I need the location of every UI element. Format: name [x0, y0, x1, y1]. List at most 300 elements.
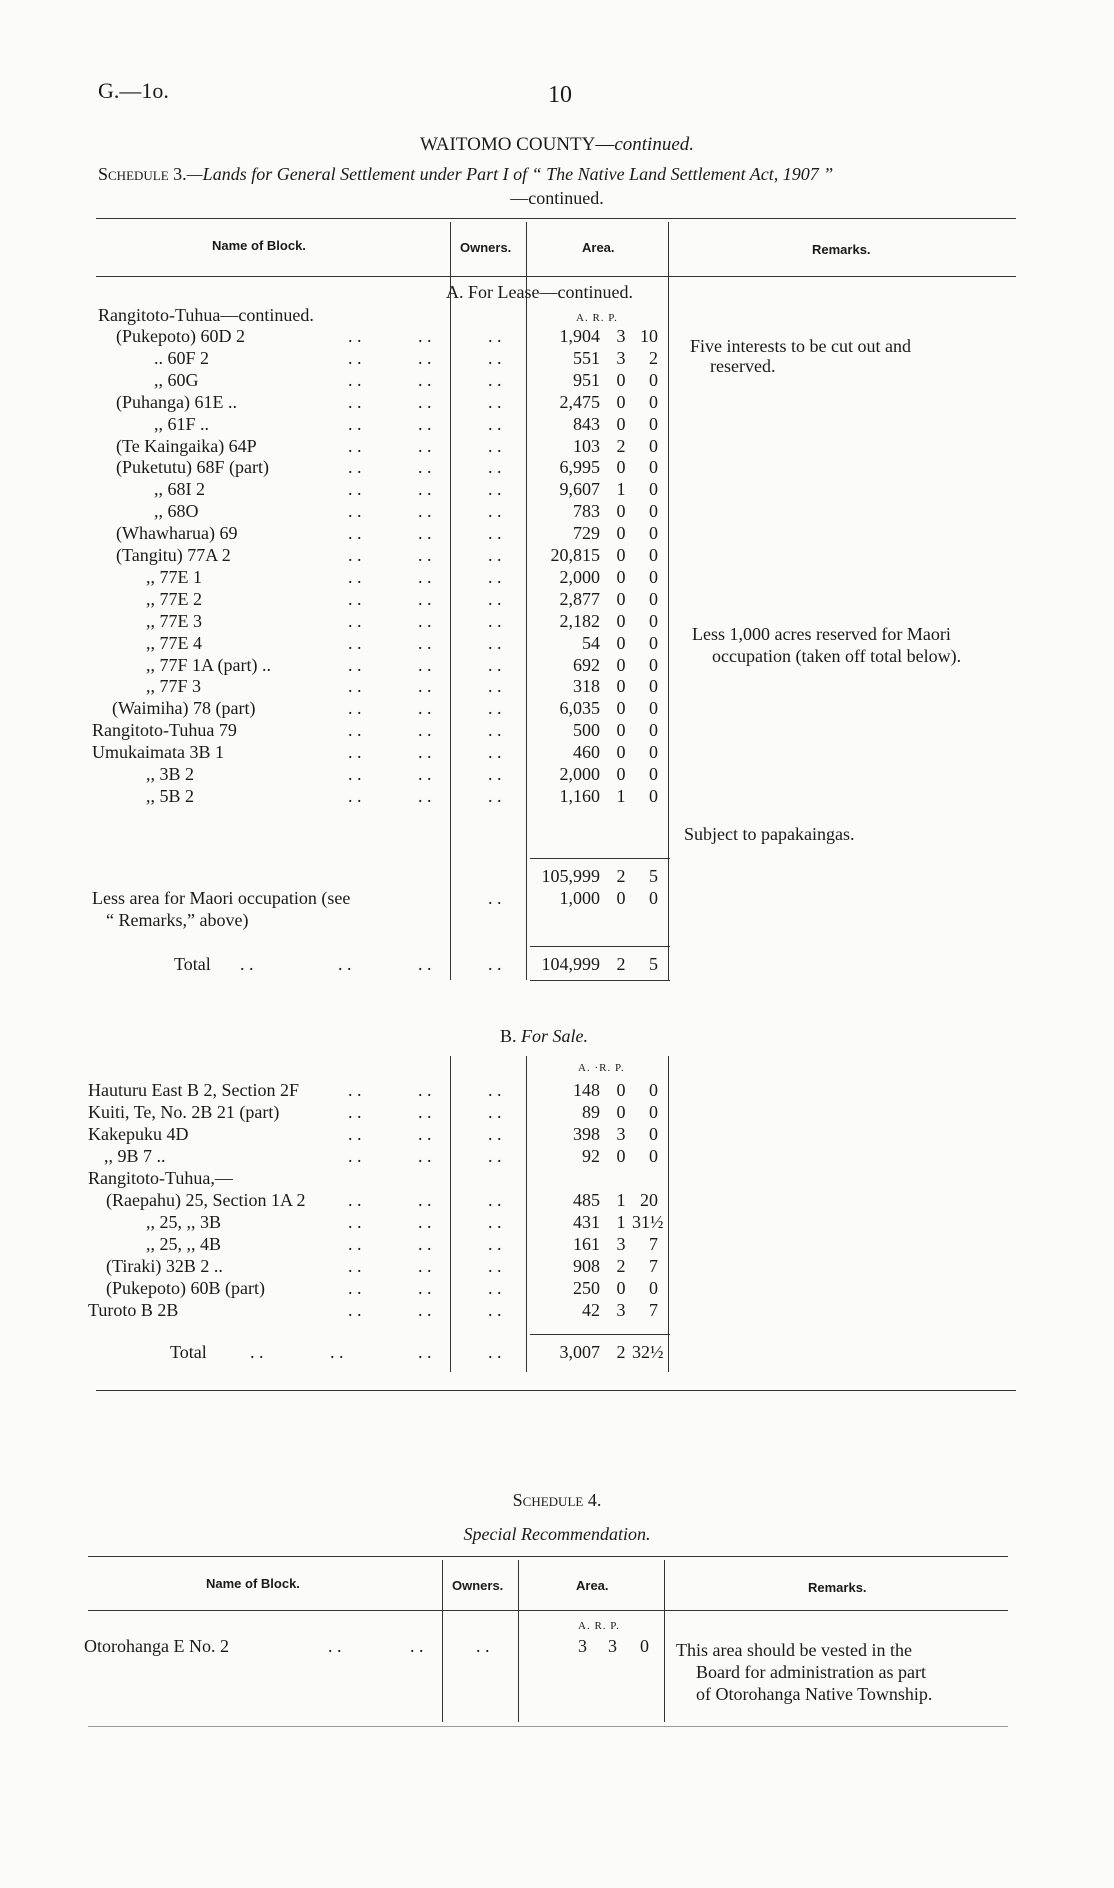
- leader-dots: . .: [418, 588, 432, 609]
- block-name: ,, 60G: [154, 369, 199, 390]
- perches-cell: 0: [649, 698, 658, 719]
- table-row: [0, 1278, 1114, 1300]
- less-label: Less area for Maori occupation (see: [92, 888, 351, 908]
- perches-cell: 0: [649, 632, 658, 653]
- table-row: [0, 1234, 1114, 1256]
- leader-dots: . .: [348, 698, 362, 719]
- roods-cell: 3: [616, 1234, 626, 1254]
- roods-cell: 0: [616, 610, 626, 631]
- leader-dots: . .: [488, 742, 502, 763]
- roods-cell: 0: [616, 764, 626, 784]
- block-name: (Puketutu) 68F (part): [116, 457, 269, 478]
- roods-cell: 0: [616, 369, 626, 390]
- total-label-a: Total: [174, 954, 211, 974]
- table-row: [0, 545, 1114, 567]
- perches-cell: 7: [649, 1234, 658, 1254]
- table-row: [0, 698, 1114, 720]
- block-name: ,, 3B 2: [146, 764, 195, 784]
- roods-cell: 1: [616, 1212, 626, 1232]
- column-header-remarks: Remarks.: [812, 242, 871, 257]
- leader-dots: . .: [348, 785, 362, 806]
- county-continued: continued.: [614, 134, 695, 155]
- table-top-rule: [96, 218, 1016, 219]
- table-row: [0, 1256, 1114, 1278]
- perches-cell: 0: [649, 785, 658, 806]
- table-row: [0, 720, 1114, 742]
- leader-dots: . .: [410, 1636, 424, 1656]
- section-a-heading: A. For Lease—continued.: [446, 282, 633, 302]
- acres-cell: 6,995: [559, 457, 600, 478]
- block-name: ,, 77E 3: [146, 610, 202, 631]
- total-rule: [530, 946, 670, 947]
- remark-papakaingas: Subject to papakaingas.: [684, 824, 855, 844]
- roods-cell: 0: [616, 566, 626, 587]
- block-name: ,, 61F ..: [154, 413, 210, 434]
- table-row: [0, 457, 1114, 479]
- roods-cell: 0: [616, 457, 626, 478]
- column-header-owners: Owners.: [460, 240, 512, 255]
- acres-cell: 6,035: [559, 698, 600, 719]
- leader-dots: . .: [488, 764, 502, 784]
- leader-dots: . .: [330, 1342, 344, 1362]
- leader-dots: . .: [488, 501, 502, 522]
- leader-dots: . .: [488, 1080, 502, 1100]
- leader-dots: . .: [348, 1256, 362, 1276]
- leader-dots: . .: [418, 1212, 432, 1232]
- page-number: 10: [548, 82, 572, 108]
- group-label-rangitoto: Rangitoto-Tuhua—continued.: [98, 305, 314, 325]
- perches-cell: 0: [649, 1102, 658, 1122]
- perches-cell: 0: [649, 1124, 658, 1144]
- perches-cell: 7: [649, 1300, 658, 1320]
- leader-dots: . .: [488, 632, 502, 653]
- leader-dots: . .: [418, 676, 432, 697]
- block-name: ,, 5B 2: [146, 785, 195, 806]
- leader-dots: . .: [348, 1124, 362, 1144]
- table-row: [0, 392, 1114, 414]
- total-roods-b: 2: [616, 1342, 626, 1362]
- table-row: [0, 479, 1114, 501]
- schedule4-remark-line1: This area should be vested in the: [676, 1640, 912, 1660]
- perches-cell: 0: [649, 610, 658, 631]
- less-label-cont: “ Remarks,” above): [106, 910, 249, 930]
- table-row: [0, 567, 1114, 589]
- perches-cell: 0: [649, 457, 658, 478]
- acres-cell: 500: [573, 720, 600, 741]
- leader-dots: . .: [488, 1256, 502, 1276]
- acres-cell: 729: [573, 523, 600, 544]
- remark-maori-occupation: occupation (taken off total below).: [712, 646, 962, 666]
- leader-dots: . .: [418, 742, 432, 763]
- area-units-header-b: A. ·R. P.: [578, 1062, 625, 1074]
- table-row: [0, 1080, 1114, 1102]
- leader-dots: . .: [418, 479, 432, 500]
- total-acres-a: 104,999: [541, 954, 600, 974]
- subtotal-acres: 105,999: [541, 866, 600, 886]
- total-rule-b: [530, 1334, 670, 1335]
- leader-dots: . .: [348, 457, 362, 478]
- roods-cell: 0: [616, 742, 626, 763]
- county-name: WAITOMO COUNTY—: [419, 134, 615, 155]
- leader-dots: . .: [488, 391, 502, 412]
- leader-dots: . .: [348, 347, 362, 368]
- acres-cell: 460: [573, 742, 600, 763]
- table-row: [0, 1124, 1114, 1146]
- block-name: Turoto B 2B: [88, 1300, 179, 1320]
- table-row: [0, 1190, 1114, 1212]
- leader-dots: . .: [348, 501, 362, 522]
- perches-cell: 0: [649, 676, 658, 697]
- perches-cell: 0: [649, 391, 658, 412]
- county-heading: [0, 134, 1114, 156]
- schedule3-label: Schedule 3.: [98, 164, 187, 184]
- block-name: Umukaimata 3B 1: [92, 742, 224, 763]
- subtotal-perches: 5: [649, 866, 658, 886]
- perches-cell: 0: [649, 742, 658, 763]
- acres-cell: 103: [573, 435, 600, 456]
- table-row: [0, 348, 1114, 370]
- schedule4-label: Schedule 4.: [512, 1490, 602, 1510]
- acres-cell: 9,607: [559, 479, 600, 500]
- table-row: [0, 1300, 1114, 1322]
- leader-dots: . .: [418, 954, 432, 974]
- leader-dots: . .: [488, 888, 502, 908]
- table-row: [0, 326, 1114, 348]
- table-row: [0, 742, 1114, 764]
- block-name: .. 60F 2: [154, 347, 210, 368]
- remark-less-1000: Less 1,000 acres reserved for Maori: [692, 624, 951, 644]
- roods-cell: 0: [616, 720, 626, 741]
- block-name: Kuiti, Te, No. 2B 21 (part): [88, 1102, 280, 1122]
- roods-cell: 0: [616, 588, 626, 609]
- leader-dots: . .: [418, 435, 432, 456]
- block-name: Hauturu East B 2, Section 2F: [88, 1080, 299, 1100]
- leader-dots: . .: [348, 566, 362, 587]
- leader-dots: . .: [488, 1300, 502, 1320]
- total-row-b: [0, 1342, 1114, 1364]
- acres-cell: 843: [573, 413, 600, 434]
- leader-dots: . .: [488, 545, 502, 565]
- total-acres-b: 3,007: [559, 1342, 600, 1362]
- acres-cell: 485: [573, 1190, 600, 1210]
- block-name: (Waimiha) 78 (part): [112, 698, 256, 719]
- roods-cell: 0: [616, 698, 626, 719]
- schedule4-bottom-rule: [88, 1726, 1008, 1727]
- table-row: [0, 589, 1114, 611]
- acres-cell: 318: [573, 676, 600, 697]
- leader-dots: . .: [418, 1342, 432, 1362]
- acres-cell: 92: [582, 1146, 600, 1166]
- leader-dots: . .: [348, 1102, 362, 1122]
- leader-dots: . .: [418, 720, 432, 741]
- leader-dots: . .: [488, 1234, 502, 1254]
- block-name: (Pukepoto) 60B (part): [106, 1278, 265, 1298]
- block-name: Rangitoto-Tuhua,—: [88, 1168, 233, 1188]
- acres-cell: 551: [573, 347, 600, 368]
- acres-cell: 398: [573, 1124, 600, 1144]
- leader-dots: . .: [418, 457, 432, 478]
- acres-cell: 431: [573, 1212, 600, 1232]
- table-row: [0, 786, 1114, 808]
- block-name: (Te Kaingaika) 64P: [116, 435, 257, 456]
- schedule4-perches: 0: [640, 1636, 649, 1656]
- schedule4-col-area: Area.: [576, 1578, 609, 1593]
- acres-cell: 2,000: [559, 566, 600, 587]
- less-row: [0, 888, 1114, 910]
- roods-cell: 2: [616, 1256, 626, 1276]
- leader-dots: . .: [418, 1124, 432, 1144]
- perches-cell: 0: [649, 1080, 658, 1100]
- block-name: ,, 25, ,, 3B: [146, 1212, 222, 1232]
- table-row: [0, 370, 1114, 392]
- leader-dots: . .: [348, 391, 362, 412]
- leader-dots: . .: [488, 954, 502, 974]
- total-label-b: Total: [170, 1342, 207, 1362]
- perches-cell: 0: [649, 566, 658, 587]
- schedule4-top-rule: [88, 1556, 1008, 1557]
- acres-cell: 908: [573, 1256, 600, 1276]
- block-name: ,, 9B 7 ..: [104, 1146, 166, 1166]
- leader-dots: . .: [348, 1212, 362, 1232]
- less-perches: 0: [649, 888, 658, 908]
- table-row: [0, 414, 1114, 436]
- acres-cell: 1,904: [559, 326, 600, 346]
- roods-cell: 0: [616, 523, 626, 544]
- leader-dots: . .: [348, 435, 362, 456]
- leader-dots: . .: [488, 676, 502, 697]
- schedule4-col-name: Name of Block.: [206, 1576, 300, 1591]
- perches-cell: 2: [649, 347, 658, 368]
- perches-cell: 0: [649, 479, 658, 500]
- leader-dots: . .: [488, 1190, 502, 1210]
- block-name: ,, 77F 1A (part) ..: [146, 654, 271, 675]
- leader-dots: . .: [418, 1146, 432, 1166]
- leader-dots: . .: [348, 523, 362, 544]
- leader-dots: . .: [348, 326, 362, 346]
- perches-cell: 10: [640, 326, 658, 346]
- schedule4-header-rule: [88, 1610, 1008, 1611]
- leader-dots: . .: [348, 588, 362, 609]
- table-row: [0, 501, 1114, 523]
- block-name: ,, 77F 3: [146, 676, 202, 697]
- roods-cell: 0: [616, 1080, 626, 1100]
- perches-cell: 0: [649, 588, 658, 609]
- perches-cell: 7: [649, 1256, 658, 1276]
- roods-cell: 0: [616, 545, 626, 565]
- block-name: ,, 68O: [154, 501, 199, 522]
- roods-cell: 0: [616, 1278, 626, 1298]
- schedule4-remark-line2: Board for administration as part: [696, 1662, 926, 1682]
- leader-dots: . .: [488, 435, 502, 456]
- leader-dots: . .: [348, 545, 362, 565]
- block-name: (Pukepoto) 60D 2: [116, 326, 245, 346]
- acres-cell: 42: [582, 1300, 600, 1320]
- total-perches-b: 32½: [632, 1342, 664, 1362]
- leader-dots: . .: [488, 347, 502, 368]
- leader-dots: . .: [348, 610, 362, 631]
- section-b-heading-text: For Sale.: [521, 1026, 589, 1046]
- leader-dots: . .: [348, 479, 362, 500]
- acres-cell: 692: [573, 654, 600, 675]
- leader-dots: . .: [488, 479, 502, 500]
- table-header-rule: [96, 276, 1016, 277]
- acres-cell: 2,475: [559, 391, 600, 412]
- schedule4-col-owners: Owners.: [452, 1578, 504, 1593]
- perches-cell: 0: [649, 654, 658, 675]
- roods-cell: 1: [616, 479, 626, 500]
- schedule4-row: [0, 1636, 1114, 1658]
- leader-dots: . .: [348, 1278, 362, 1298]
- leader-dots: . .: [418, 1080, 432, 1100]
- leader-dots: . .: [488, 369, 502, 390]
- perches-cell: 0: [649, 523, 658, 544]
- table-row: [0, 676, 1114, 698]
- leader-dots: . .: [418, 347, 432, 368]
- schedule4-subtitle: Special Recommendation.: [463, 1524, 651, 1544]
- perches-cell: 0: [649, 435, 658, 456]
- leader-dots: . .: [348, 720, 362, 741]
- leader-dots: . .: [488, 610, 502, 631]
- acres-cell: 250: [573, 1278, 600, 1298]
- leader-dots: . .: [348, 369, 362, 390]
- schedule4-roods: 3: [608, 1636, 617, 1656]
- total-under-rule: [530, 980, 670, 981]
- leader-dots: . .: [488, 785, 502, 806]
- perches-cell: 0: [649, 369, 658, 390]
- block-name: ,, 77E 1: [146, 566, 202, 587]
- leader-dots: . .: [418, 545, 432, 565]
- leader-dots: . .: [418, 698, 432, 719]
- leader-dots: . .: [418, 785, 432, 806]
- subtotal-row: [0, 866, 1114, 888]
- roods-cell: 1: [616, 785, 626, 806]
- leader-dots: . .: [488, 457, 502, 478]
- acres-cell: 783: [573, 501, 600, 522]
- leader-dots: . .: [348, 413, 362, 434]
- perches-cell: 0: [649, 1278, 658, 1298]
- subtotal-roods: 2: [616, 866, 626, 886]
- section-b-bottom-rule: [96, 1390, 1016, 1391]
- less-roods: 0: [616, 888, 626, 908]
- schedule4-acres: 3: [578, 1636, 587, 1656]
- table-row: [0, 1146, 1114, 1168]
- roods-cell: 0: [616, 676, 626, 697]
- roods-cell: 0: [616, 632, 626, 653]
- roods-cell: 0: [616, 1146, 626, 1166]
- table-row: [0, 764, 1114, 786]
- leader-dots: . .: [348, 764, 362, 784]
- schedule3-continued: —continued.: [510, 188, 604, 208]
- perches-cell: 0: [649, 1146, 658, 1166]
- roods-cell: 3: [616, 1124, 626, 1144]
- perches-cell: 0: [649, 545, 658, 565]
- perches-cell: 20: [640, 1190, 658, 1210]
- table-row: [0, 523, 1114, 545]
- acres-cell: 148: [573, 1080, 600, 1100]
- leader-dots: . .: [338, 954, 352, 974]
- roods-cell: 3: [616, 347, 626, 368]
- block-name: ,, 77E 4: [146, 632, 202, 653]
- schedule3-title: [98, 164, 833, 185]
- table-row: [0, 1212, 1114, 1234]
- block-name: ,, 25, ,, 4B: [146, 1234, 222, 1254]
- block-name: (Tangitu) 77A 2: [116, 545, 231, 565]
- leader-dots: . .: [418, 523, 432, 544]
- column-header-name: Name of Block.: [212, 238, 306, 253]
- roods-cell: 0: [616, 391, 626, 412]
- roods-cell: 0: [616, 413, 626, 434]
- leader-dots: . .: [348, 1146, 362, 1166]
- leader-dots: . .: [418, 654, 432, 675]
- leader-dots: . .: [418, 413, 432, 434]
- leader-dots: . .: [418, 1278, 432, 1298]
- acres-cell: 161: [573, 1234, 600, 1254]
- acres-cell: 2,182: [559, 610, 600, 631]
- remark-five-interests: Five interests to be cut out and: [690, 336, 911, 356]
- leader-dots: . .: [418, 610, 432, 631]
- block-name: (Tiraki) 32B 2 ..: [106, 1256, 223, 1276]
- schedule4-block-name: Otorohanga E No. 2: [84, 1636, 229, 1656]
- leader-dots: . .: [418, 1256, 432, 1276]
- leader-dots: . .: [240, 954, 254, 974]
- leader-dots: . .: [348, 1300, 362, 1320]
- acres-cell: 54: [582, 632, 600, 653]
- roods-cell: 3: [616, 326, 626, 346]
- leader-dots: . .: [488, 720, 502, 741]
- total-row-a: [0, 954, 1114, 976]
- leader-dots: . .: [418, 1300, 432, 1320]
- leader-dots: . .: [418, 1234, 432, 1254]
- document-reference: G.—1o.: [98, 78, 169, 103]
- leader-dots: . .: [250, 1342, 264, 1362]
- remark-reserved: reserved.: [710, 356, 776, 376]
- leader-dots: . .: [488, 523, 502, 544]
- leader-dots: . .: [418, 764, 432, 784]
- leader-dots: . .: [418, 369, 432, 390]
- perches-cell: 0: [649, 413, 658, 434]
- roods-cell: 2: [616, 435, 626, 456]
- roods-cell: 0: [616, 654, 626, 675]
- acres-cell: 2,877: [559, 588, 600, 609]
- leader-dots: . .: [418, 566, 432, 587]
- leader-dots: . .: [418, 1190, 432, 1210]
- leader-dots: . .: [348, 676, 362, 697]
- block-name: ,, 77E 2: [146, 588, 202, 609]
- roods-cell: 1: [616, 1190, 626, 1210]
- area-units-header: A. R. P.: [576, 312, 618, 324]
- roods-cell: 0: [616, 501, 626, 522]
- leader-dots: . .: [348, 1080, 362, 1100]
- leader-dots: . .: [488, 566, 502, 587]
- leader-dots: . .: [348, 632, 362, 653]
- leader-dots: . .: [488, 326, 502, 346]
- roods-cell: 3: [616, 1300, 626, 1320]
- table-row: [0, 1168, 1114, 1190]
- roods-cell: 0: [616, 1102, 626, 1122]
- perches-cell: 0: [649, 501, 658, 522]
- table-row: [0, 436, 1114, 458]
- block-name: ,, 68I 2: [154, 479, 205, 500]
- less-acres: 1,000: [559, 888, 600, 908]
- leader-dots: . .: [488, 1102, 502, 1122]
- column-header-area: Area.: [582, 240, 615, 255]
- block-name: Rangitoto-Tuhua 79: [92, 720, 237, 741]
- schedule3-title-text: —Lands for General Settlement under Part I of “ The Native Land Settlement Act, 1907 ”: [186, 164, 834, 184]
- leader-dots: . .: [348, 1190, 362, 1210]
- leader-dots: . .: [488, 413, 502, 434]
- leader-dots: . .: [418, 391, 432, 412]
- block-name: (Puhanga) 61E ..: [116, 391, 237, 412]
